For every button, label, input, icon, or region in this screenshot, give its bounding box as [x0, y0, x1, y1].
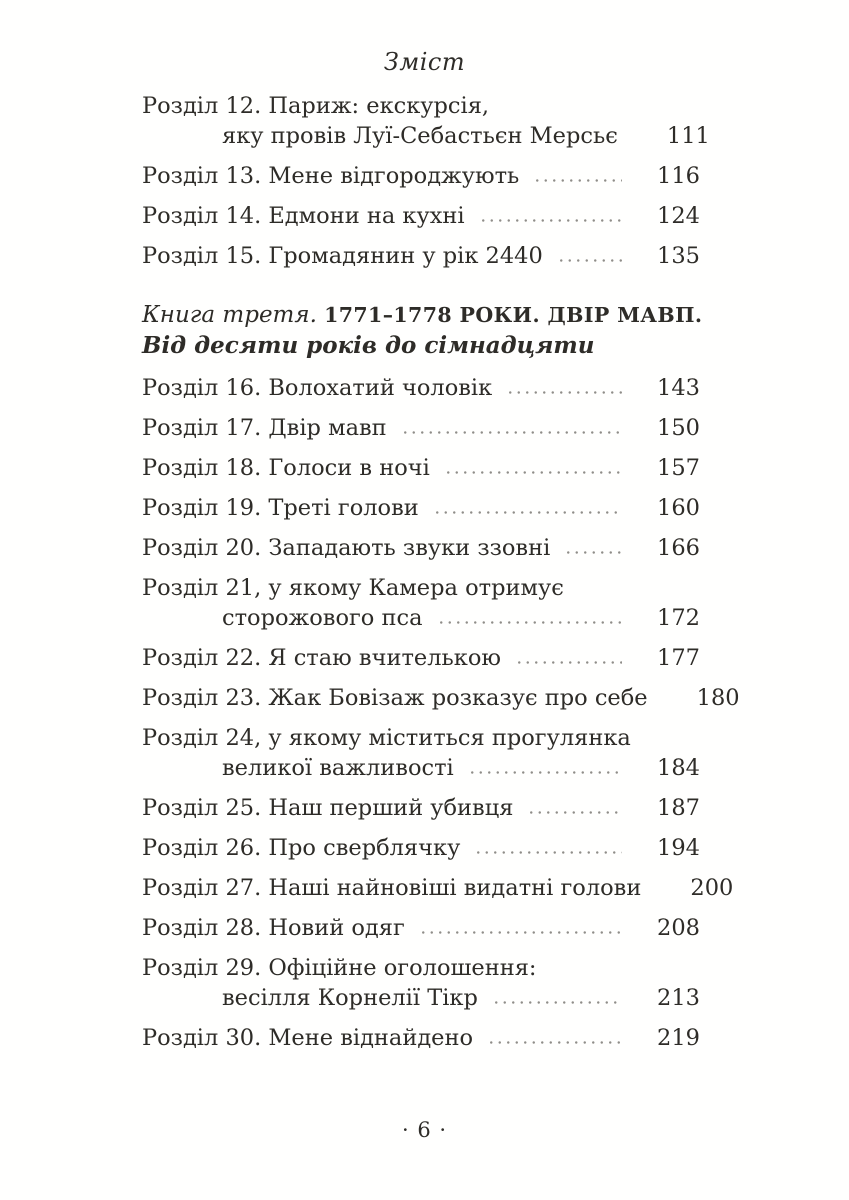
- dot-leader: [433, 510, 622, 515]
- page-number: 160: [657, 495, 700, 521]
- toc-entry-continuation: [142, 983, 700, 1013]
- toc-entry-first-line: Розділ 24, у якому міститься прогулянка: [142, 725, 631, 751]
- page-number: 187: [657, 795, 700, 821]
- toc-entry: [142, 201, 700, 231]
- toc-entry-title: Розділ 18. Голоси в ночі: [142, 455, 430, 481]
- toc-entry-first-line: [142, 533, 700, 563]
- dot-leader: [533, 178, 622, 183]
- toc-entry-first-line: Розділ 21, у якому Камера отримує: [142, 575, 564, 601]
- toc-entry-first-line: [142, 493, 700, 523]
- toc-entry-first-line: [142, 873, 734, 903]
- page-number: 219: [657, 1025, 700, 1051]
- toc-entry-title: Розділ 13. Мене відгороджують: [142, 163, 520, 189]
- toc-entry-title: Розділ 14. Едмони на кухні: [142, 203, 465, 229]
- page-number: 150: [657, 415, 700, 441]
- page-number: 200: [690, 875, 734, 901]
- toc-entry: [142, 1023, 700, 1053]
- toc-entry-title: Розділ 25. Наш перший убивця: [142, 795, 514, 821]
- dot-leader: [527, 810, 622, 815]
- dot-leader: [401, 430, 622, 435]
- toc-entry: [142, 533, 700, 563]
- dot-leader: [474, 850, 622, 855]
- toc-entry-first-line: Розділ 29. Офіційне оголошення:: [142, 955, 537, 981]
- toc-entry-first-line: [142, 161, 700, 191]
- toc-entry-first-line: [142, 643, 700, 673]
- dot-leader: [564, 550, 622, 555]
- toc-entry: [142, 833, 700, 863]
- section-title-italic: Книга третя.: [142, 302, 317, 328]
- toc-entry-title: Розділ 16. Волохатий чоловік: [142, 375, 493, 401]
- toc-entry-first-line: [142, 453, 700, 483]
- toc-entry-continuation: [142, 121, 710, 151]
- toc-entry-first-line: [142, 833, 700, 863]
- page-number: 172: [657, 605, 700, 631]
- toc-entry: [142, 573, 700, 633]
- toc-entry: [142, 953, 700, 1013]
- contents-title: Зміст: [383, 48, 466, 76]
- toc-entry: [142, 413, 700, 443]
- dot-leader: [515, 660, 622, 665]
- dot-leader: [487, 1040, 622, 1045]
- dot-leader: [479, 218, 622, 223]
- page-number: 180: [696, 685, 740, 711]
- toc-entry-title: сторожового пса: [222, 605, 423, 631]
- folio-page-number: · 6 ·: [401, 1118, 448, 1142]
- toc-entry-title: Розділ 28. Новий одяг: [142, 915, 405, 941]
- page-number: 143: [657, 375, 700, 401]
- toc-entry-title: великої важливості: [222, 755, 454, 781]
- toc-entry-first-line: [142, 201, 700, 231]
- dot-leader: [557, 258, 622, 263]
- page-number: 177: [657, 645, 700, 671]
- section-title-caps: 1771–1778 РОКИ. ДВІР МАВП.: [324, 303, 703, 327]
- toc-entry: [142, 683, 740, 713]
- toc-entry-title: Розділ 27. Наші найновіші видатні голови: [142, 875, 642, 901]
- toc-entry: [142, 241, 700, 271]
- toc-entry-title: Розділ 26. Про сверблячку: [142, 835, 461, 861]
- dot-leader: [444, 470, 622, 475]
- section-heading-line1: [142, 299, 703, 331]
- toc-entry-title: Розділ 22. Я стаю вчителькою: [142, 645, 501, 671]
- toc-entry-title: Розділ 20. Западають звуки ззовні: [142, 535, 551, 561]
- page-number: 135: [657, 243, 700, 269]
- dot-leader: [419, 930, 622, 935]
- toc-entry: [142, 91, 710, 151]
- toc-entry: [142, 161, 700, 191]
- dot-leader: [437, 620, 622, 625]
- toc-entry: [142, 453, 700, 483]
- page-number: 111: [666, 123, 710, 149]
- toc-entry-continuation: [142, 603, 700, 633]
- dot-leader: [468, 770, 622, 775]
- toc-list: [142, 91, 740, 1053]
- toc-entry: [142, 373, 700, 403]
- toc-entry-first-line: Розділ 12. Париж: екскурсія,: [142, 93, 490, 119]
- toc-entry-first-line: [142, 793, 700, 823]
- page-number: 116: [657, 163, 700, 189]
- page-number: 157: [657, 455, 700, 481]
- toc-entry-continuation: [142, 753, 700, 783]
- section-heading: [142, 299, 703, 361]
- toc-entry: [142, 913, 700, 943]
- page-number: 166: [657, 535, 700, 561]
- toc-entry-first-line: [142, 683, 740, 713]
- toc-entry-title: Розділ 30. Мене віднайдено: [142, 1025, 474, 1051]
- toc-entry: [142, 643, 700, 673]
- toc-entry-title: Розділ 17. Двір мавп: [142, 415, 387, 441]
- toc-entry: [142, 493, 700, 523]
- dot-leader: [506, 390, 622, 395]
- toc-entry-title: Розділ 15. Громадянин у рік 2440: [142, 243, 543, 269]
- toc-entry-first-line: [142, 1023, 700, 1053]
- page-number: 124: [657, 203, 700, 229]
- section-subtitle: Від десяти років до сімнадцяти: [142, 332, 595, 359]
- toc-entry-first-line: [142, 373, 700, 403]
- page-number: 213: [657, 985, 700, 1011]
- toc-entry-first-line: [142, 413, 700, 443]
- toc-entry-first-line: [142, 241, 700, 271]
- toc-entry-title: яку провів Луї-Себастьєн Мерсьє: [222, 123, 618, 149]
- toc-entry: [142, 873, 734, 903]
- dot-leader: [492, 1000, 622, 1005]
- toc-entry-title: Розділ 23. Жак Бовізаж розказує про себе: [142, 685, 648, 711]
- toc-entry-title: весілля Корнелії Тікр: [222, 985, 478, 1011]
- toc-entry-first-line: [142, 913, 700, 943]
- toc-entry: [142, 793, 700, 823]
- page-number: 194: [657, 835, 700, 861]
- page-number: 184: [657, 755, 700, 781]
- toc-entry: [142, 723, 700, 783]
- page-number: 208: [657, 915, 700, 941]
- toc-entry-title: Розділ 19. Треті голови: [142, 495, 419, 521]
